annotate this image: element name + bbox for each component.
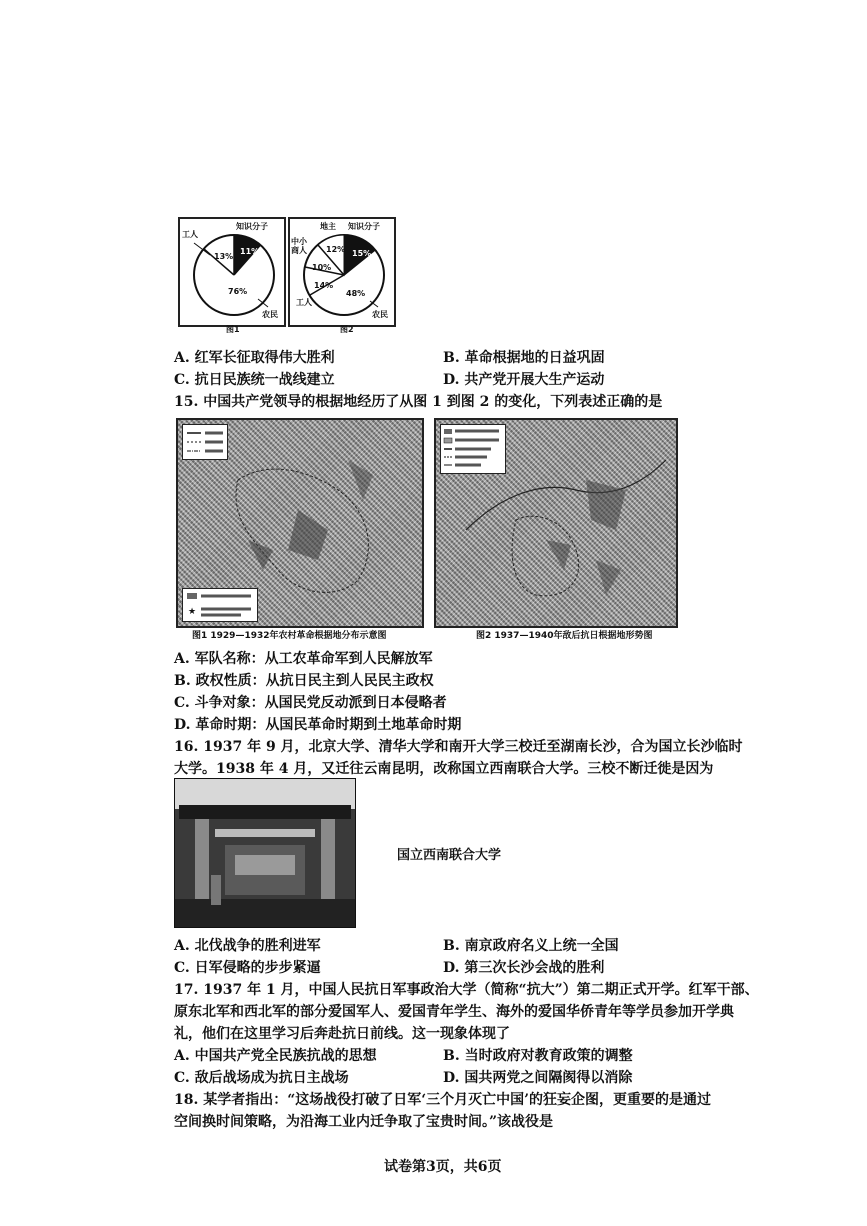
pie2-name-intellectuals: 知识分子: [348, 222, 380, 231]
pie2-value-landlords: 12%: [326, 245, 346, 254]
q17-option-b[interactable]: B. 当时政府对教育政策的调整: [443, 1048, 633, 1064]
q14-option-b[interactable]: B. 革命根据地的日益巩固: [443, 350, 605, 366]
pie2-name-landlords: 地主: [320, 222, 336, 231]
pie2-name-merchants: 中小商人: [291, 237, 307, 255]
map1-caption: 图1 1929—1932年农村革命根据地分布示意图: [192, 631, 387, 641]
q15-option-d[interactable]: D. 革命时期：从国民革命时期到土地革命时期: [174, 717, 462, 733]
q16-option-d[interactable]: D. 第三次长沙会战的胜利: [443, 960, 605, 976]
q17-option-d[interactable]: D. 国共两党之间隔阂得以消除: [443, 1070, 633, 1086]
q15-option-b[interactable]: B. 政权性质：从抗日民主到人民民主政权: [174, 673, 434, 689]
pie1-value-workers: 13%: [214, 252, 234, 261]
pie1-value-intellectuals: 11%: [240, 247, 260, 256]
q14-option-d[interactable]: D. 共产党开展大生产运动: [443, 372, 605, 388]
pie1-name-intellectuals: 知识分子: [236, 222, 268, 231]
map2-caption: 图2 1937—1940年敌后抗日根据地形势图: [476, 631, 653, 641]
pie2-value-intellectuals: 15%: [352, 249, 372, 258]
q16-stem-line-2: 大学。1938 年 4 月，又迁往云南昆明，改称国立西南联合大学。三校不断迁徙是因为: [174, 761, 714, 777]
q16-option-a[interactable]: A. 北伐战争的胜利进军: [174, 938, 321, 954]
q17-option-c[interactable]: C. 敌后战场成为抗日主战场: [174, 1070, 349, 1086]
q18-stem-line-2: 空间换时间策略，为沿海工业内迁争取了宝贵时间。”该战役是: [174, 1114, 554, 1130]
svg-text:★: ★: [188, 607, 197, 617]
pie-chart-figure-1: [178, 217, 286, 327]
q17-option-a[interactable]: A. 中国共产党全民族抗战的思想: [174, 1048, 377, 1064]
q15-option-a[interactable]: A. 军队名称：从工农革命军到人民解放军: [174, 651, 433, 667]
q15-option-c[interactable]: C. 斗争对象：从国民党反动派到日本侵略者: [174, 695, 447, 711]
map-1937-1940-anti-japanese-bases: [434, 418, 678, 628]
q14-option-c[interactable]: C. 抗日民族统一战线建立: [174, 372, 335, 388]
map2-terrain: [436, 420, 676, 626]
photo-southwest-associated-university-gate: [174, 778, 356, 928]
page-footer: 试卷第3页，共6页: [384, 1159, 502, 1175]
pie1-name-workers: 工人: [182, 230, 198, 239]
q15-stem: 15. 中国共产党领导的根据地经历了从图 1 到图 2 的变化，下列表述正确的是: [174, 394, 663, 410]
q18-stem-line-1: 18. 某学者指出：“这场战役打破了日军‘三个月灭亡中国’的狂妄企图，更重要的是通过: [174, 1092, 712, 1108]
pie2-value-merchants: 10%: [312, 263, 332, 272]
q17-stem-line-3: 礼，他们在这里学习后奔赴抗日前线。这一现象体现了: [174, 1026, 510, 1042]
pie2-name-peasants: 农民: [372, 310, 388, 319]
pie1-name-peasants: 农民: [262, 310, 278, 319]
map1-terrain: [178, 420, 422, 626]
pie2-value-peasants: 48%: [346, 289, 366, 298]
q16-stem-line-1: 16. 1937 年 9 月，北京大学、清华大学和南开大学三校迁至湖南长沙，合为国立长沙临时: [174, 739, 743, 755]
map-1929-1932-rural-bases: [176, 418, 424, 628]
q16-option-b[interactable]: B. 南京政府名义上统一全国: [443, 938, 619, 954]
pie2-value-workers: 14%: [314, 281, 334, 290]
photo-gate-drawing: [175, 779, 355, 927]
figure-1-label: 图1: [226, 325, 240, 334]
pie2-name-workers: 工人: [296, 298, 312, 307]
q16-option-c[interactable]: C. 日军侵略的步步紧逼: [174, 960, 321, 976]
figure-2-label: 图2: [340, 325, 354, 334]
photo-caption: 国立西南联合大学: [397, 848, 502, 863]
pie1-value-peasants: 76%: [228, 287, 248, 296]
q14-option-a[interactable]: A. 红军长征取得伟大胜利: [174, 350, 335, 366]
q17-stem-line-2: 原东北军和西北军的部分爱国军人、爱国青年学生、海外的爱国华侨青年等学员参加开学典: [174, 1004, 734, 1020]
pie-chart-figure-2: [288, 217, 396, 327]
q17-stem-line-1: 17. 1937 年 1 月，中国人民抗日军事政治大学（简称“抗大”）第二期正式开学。红军干部、: [174, 982, 759, 998]
